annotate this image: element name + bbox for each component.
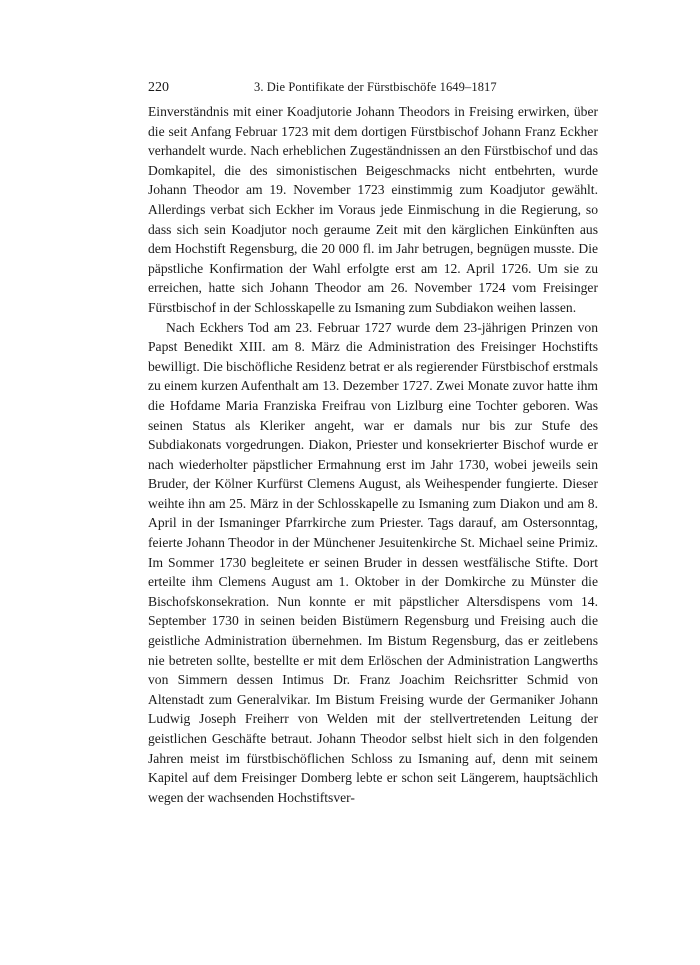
- paragraph-2: Nach Eckhers Tod am 23. Februar 1727 wurde dem 23-jährigen Prinzen von Papst Benedikt XIII. am 8. März die Administration des Freisinger Hochstifts bewilligt. Die bischöfliche Residenz betrat er als regierender Fürstbischof erstmals zu einem kurzen Aufenthalt am 13. Dezember 1727. Zwei Monate zuvor hatte ihm die Hofdame Maria Franziska Freifrau von Lizlburg eine Tochter geboren. Was seinen Status als Kleriker angeht, war er damals nur bis zur Stufe des Subdiakonats vorgedrungen. Diakon, Priester und konsekrierter Bischof wurde er nach wiederholter päpstlicher Ermahnung erst im Jahr 1730, wobei jeweils sein Bruder, der Kölner Kurfürst Clemens August, als Weihespender fungierte. Dieser weihte ihn am 25. März in der Schlosskapelle zu Ismaning zum Diakon und am 8. April in der Ismaninger Pfarrkirche zum Priester. Tags darauf, am Ostersonntag, feierte Johann Theodor in der Münchener Jesuitenkirche St. Michael seine Primiz. Im Sommer 1730 begleitete er seinen Bruder in dessen westfälische Stifte. Dort erteilte ihm Clemens August am 1. Oktober in der Domkirche zu Münster die Bischofskonsekration. Nun konnte er mit päpstlicher Altersdispens vom 14. September 1730 in seinen beiden Bistümern Regensburg und Freising auch die geistliche Administration übernehmen. Im Bistum Regensburg, das er zeitlebens nie betreten sollte, bestellte er mit dem Erlöschen der Administration Langwerths von Simmern dessen Intimus Dr. Franz Joachim Reichsritter Schmid von Altenstadt zum Generalvikar. Im Bistum Freising wurde der Germaniker Johann Ludwig Joseph Freiherr von Welden mit der stellvertretenden Leitung der geistlichen Geschäfte betraut. Johann Theodor selbst hielt sich in den folgenden Jahren meist im fürstbischöflichen Schloss zu Ismaning auf, denn mit seinem Kapitel auf dem Freisinger Domberg lebte er schon seit Längerem, hauptsächlich wegen der wachsenden Hochstiftsver-: [148, 319, 598, 805]
- page-header: [148, 80, 598, 102]
- body-text: [148, 102, 598, 807]
- paragraph-1: Einverständnis mit einer Koadjutorie Johann Theodors in Freising erwirken, über die seit Anfang Februar 1723 mit dem dortigen Fürstbischof Johann Franz Eckher verhandelt wurde. Nach erheblichen Zugeständnissen an den Fürstbischof und das Domkapitel, die des simonistischen Beigeschmacks nicht entbehrten, wurde Johann Theodor am 19. November 1723 einstimmig zum Koadjutor gewählt. Allerdings verbat sich Eckher im Voraus jede Einmischung in die Regierung, so dass sich sein Koadjutor noch geraume Zeit mit den kärglichen Einkünften aus dem Hochstift Regensburg, die 20 000 fl. im Jahr betrugen, begnügen musste. Die päpstliche Konfirmation der Wahl erfolgte erst am 12. April 1726. Um sie zu erreichen, hatte sich Johann Theodor am 26. November 1724 vom Freisinger Fürstbischof in der Schlosskapelle zu Ismaning zum Subdiakon weihen lassen.: [148, 104, 598, 315]
- page-number: 220: [148, 80, 169, 95]
- book-page: [148, 80, 598, 807]
- running-head: 3. Die Pontifikate der Fürstbischöfe 1649–1817: [254, 80, 497, 94]
